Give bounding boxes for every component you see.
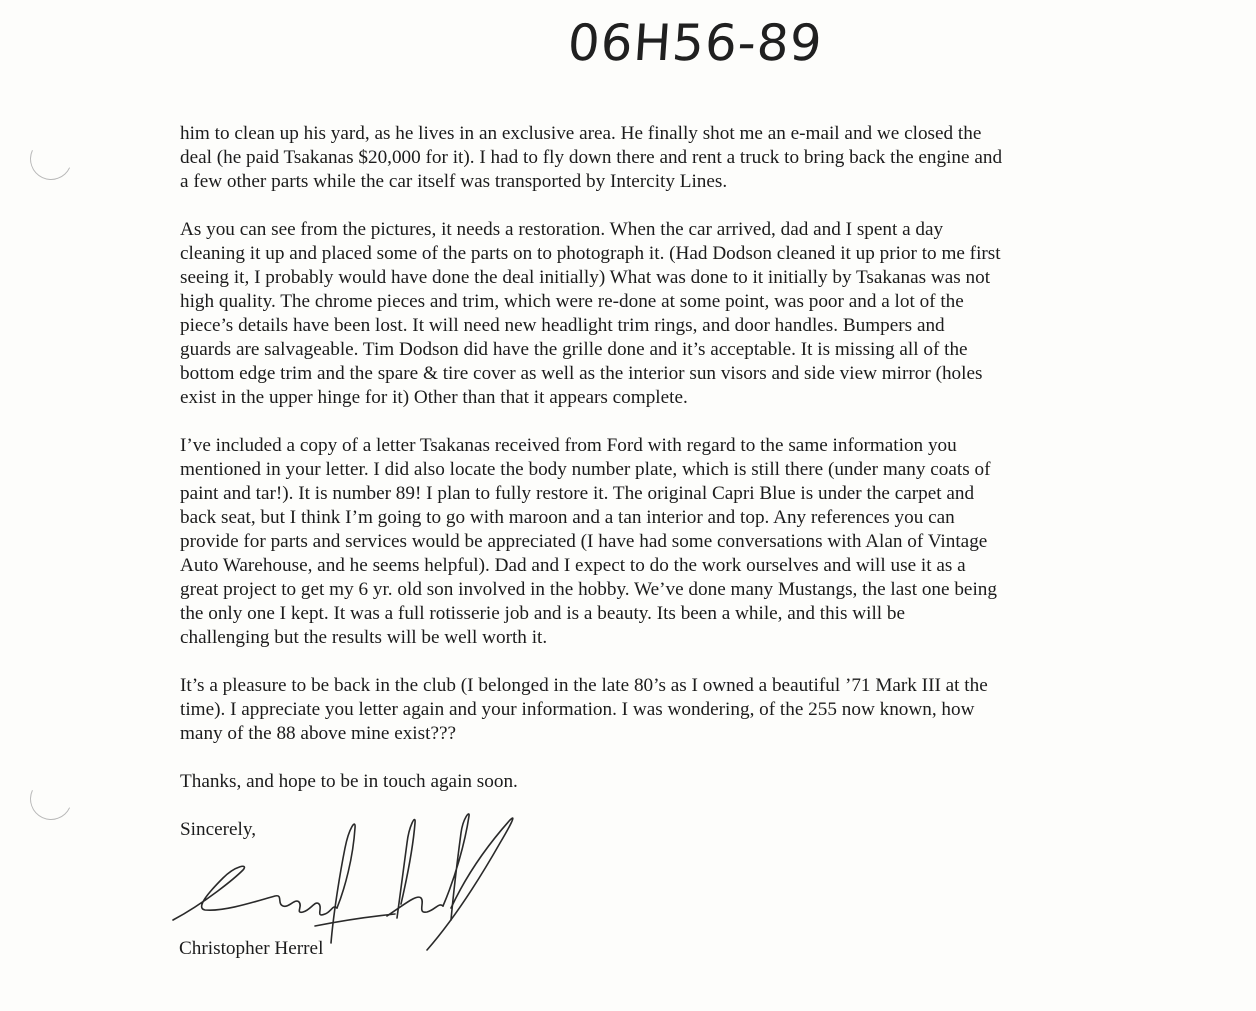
text-line: Thanks, and hope to be in touch again soon. xyxy=(180,771,518,792)
text-line: a few other parts while the car itself was transported by Intercity Lines. xyxy=(180,171,728,192)
text-line: high quality. The chrome pieces and trim, which were re-done at some point, was poor and a lot of the xyxy=(180,291,964,312)
punch-hole-mark xyxy=(24,772,78,826)
paragraph-3 xyxy=(180,434,1100,650)
text-line: great project to get my 6 yr. old son involved in the hobby. We’ve done many Mustangs, the last one being xyxy=(180,579,997,600)
text-line: guards are salvageable. Tim Dodson did have the grille done and it’s acceptable. It is missing all of the xyxy=(180,339,968,360)
paragraph-2 xyxy=(180,218,1100,410)
text-line: Auto Warehouse, and he seems helpful). Dad and I expect to do the work ourselves and will use it as a xyxy=(180,555,966,576)
text-line: cleaning it up and placed some of the parts on to photograph it. (Had Dodson cleaned it up prior to me first xyxy=(180,243,1001,264)
letter-body xyxy=(180,122,1100,866)
paragraph-1 xyxy=(180,122,1100,194)
text-line: challenging but the results will be well worth it. xyxy=(180,627,548,648)
text-line: seeing it, I probably would have done the deal initially) What was done to it initially by Tsakanas was not xyxy=(180,267,991,288)
text-line: deal (he paid Tsakanas $20,000 for it). I had to fly down there and rent a truck to bring back the engine and xyxy=(180,147,1003,168)
text-line: the only one I kept. It was a full rotisserie job and is a beauty. Its been a while, and this will be xyxy=(180,603,906,624)
text-line: back seat, but I think I’m going to go with maroon and a tan interior and top. Any references you can xyxy=(180,507,955,528)
text-line: bottom edge trim and the spare & tire cover as well as the interior sun visors and side view mirror (holes xyxy=(180,363,983,384)
text-line: I’ve included a copy of a letter Tsakanas received from Ford with regard to the same information you xyxy=(180,435,957,456)
punch-hole-mark xyxy=(24,132,78,186)
text-line: many of the 88 above mine exist??? xyxy=(180,723,456,744)
paragraph-5 xyxy=(180,770,1100,794)
text-line: As you can see from the pictures, it needs a restoration. When the car arrived, dad and I spent a day xyxy=(180,219,944,240)
closing-salutation: Sincerely, xyxy=(180,819,257,840)
paragraph-4 xyxy=(180,674,1100,746)
text-line: It’s a pleasure to be back in the club (I belonged in the late 80’s as I owned a beautiful ’71 Mark III at the xyxy=(180,675,988,696)
text-line: piece’s details have been lost. It will need new headlight trim rings, and door handles. Bumpers and xyxy=(180,315,945,336)
text-line: exist in the upper hinge for it) Other than that it appears complete. xyxy=(180,387,688,408)
handwritten-signature xyxy=(165,808,535,958)
document-number: 06H56-89 xyxy=(565,14,825,72)
text-line: time). I appreciate you letter again and your information. I was wondering, of the 255 now known, how xyxy=(180,699,975,720)
text-line: mentioned in your letter. I did also locate the body number plate, which is still there (under many coats of xyxy=(180,459,991,480)
signer-name: Christopher Herrel xyxy=(179,938,324,959)
text-line: paint and tar!). It is number 89! I plan to fully restore it. The original Capri Blue is under the carpet and xyxy=(180,483,975,504)
text-line: provide for parts and services would be appreciated (I have had some conversations with Alan of Vintage xyxy=(180,531,988,552)
text-line: him to clean up his yard, as he lives in an exclusive area. He finally shot me an e-mail and we closed the xyxy=(180,123,982,144)
